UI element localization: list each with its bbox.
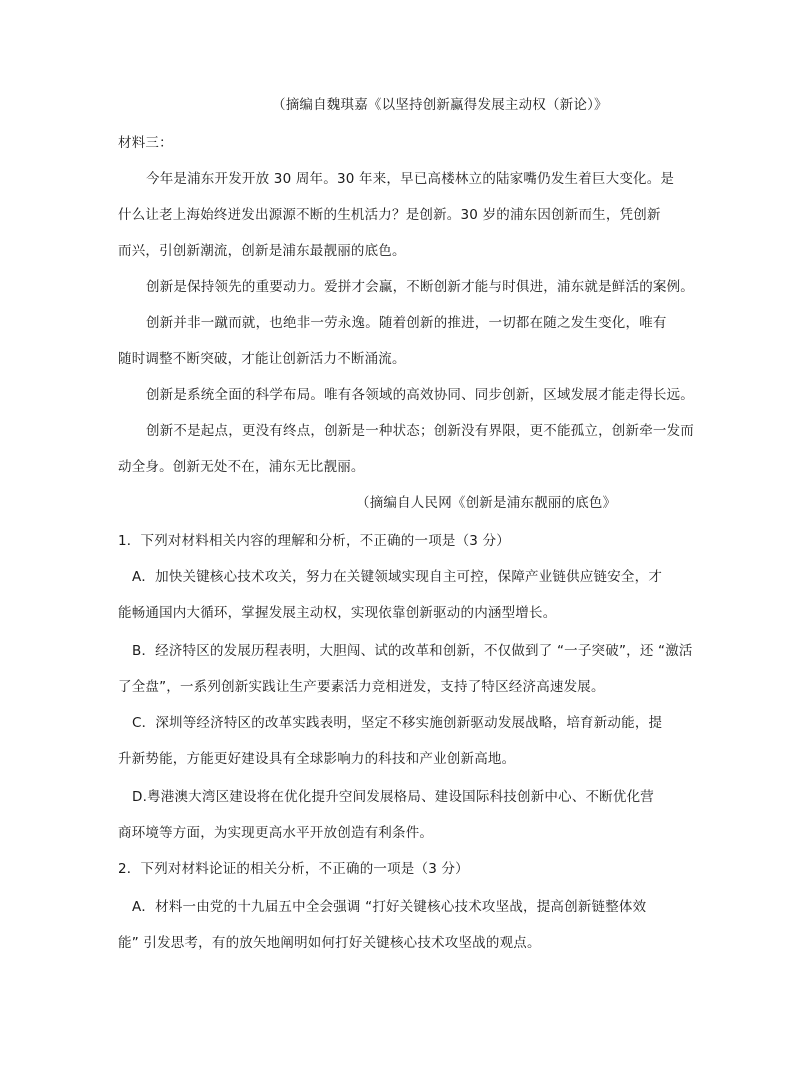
paragraph-line: 什么让老上海始终迸发出源源不断的生机活力？是创新。30 岁的浦东因创新而生，凭创新	[118, 207, 661, 223]
paragraph-line: 动全身。创新无处不在，浦东无比靓丽。	[118, 459, 365, 475]
material-three-heading: 材料三：	[118, 135, 173, 151]
question-1-option-d: D.粤港澳大湾区建设将在优化提升空间发展格局、建设国际科技创新中心、不断优化营	[132, 789, 654, 805]
paragraph-line: 随时调整不断突破，才能让创新活力不断涌流。	[118, 351, 406, 367]
question-2-option-a-cont: 能” 引发思考，有的放矢地阐明如何打好关键核心技术攻坚战的观点。	[118, 935, 541, 951]
paragraph-line: 创新是系统全面的科学布局。唯有各领域的高效协同、同步创新，区域发展才能走得长远。	[146, 387, 694, 403]
paragraph-line: 创新并非一蹴而就，也绝非一劳永逸。随着创新的推进，一切都在随之发生变化，唯有	[146, 315, 667, 331]
question-1-stem: 1．下列对材料相关内容的理解和分析，不正确的一项是（3 分）	[118, 533, 510, 549]
question-1-option-c: C．深圳等经济特区的改革实践表明，坚定不移实施创新驱动发展战略，培育新动能，提	[132, 715, 663, 731]
question-1-option-a: A．加快关键核心技术攻关，努力在关键领域实现自主可控，保障产业链供应链安全，才	[132, 569, 663, 585]
question-1-option-c-cont: 升新势能，方能更好建设具有全球影响力的科技和产业创新高地。	[118, 751, 516, 767]
question-1-option-b-cont: 了全盘”，一系列创新实践让生产要素活力竞相迸发，支持了特区经济高速发展。	[118, 679, 605, 695]
question-1-option-d-cont: 商环境等方面，为实现更高水平开放创造有利条件。	[118, 825, 434, 841]
question-2-option-a: A．材料一由党的十九届五中全会强调 “打好关键核心技术攻坚战，提高创新链整体效	[132, 899, 647, 915]
question-1-option-a-cont: 能畅通国内大循环，掌握发展主动权，实现依靠创新驱动的内涵型增长。	[118, 605, 557, 621]
paragraph-line: 创新是保持领先的重要动力。爱拼才会赢，不断创新才能与时俱进，浦东就是鲜活的案例。	[146, 279, 694, 295]
question-1-option-b: B．经济特区的发展历程表明，大胆闯、试的改革和创新，不仅做到了 “一子突破”，还 “激活	[132, 643, 693, 659]
paragraph-line: 创新不是起点，更没有终点，创新是一种状态；创新没有界限，更不能孤立，创新牵一发而	[146, 423, 694, 439]
paragraph-line: 而兴，引创新潮流，创新是浦东最靓丽的底色。	[118, 243, 406, 259]
source-citation-1: （摘编自魏琪嘉《以坚持创新赢得发展主动权（新论）》	[272, 97, 608, 113]
question-2-stem: 2．下列对材料论证的相关分析，不正确的一项是（3 分）	[118, 861, 469, 877]
paragraph-line: 今年是浦东开发开放 30 周年。30 年来，早已高楼林立的陆家嘴仍发生着巨大变化。是	[146, 171, 675, 187]
source-citation-2: （摘编自人民网《创新是浦东靓丽的底色》	[356, 495, 617, 511]
